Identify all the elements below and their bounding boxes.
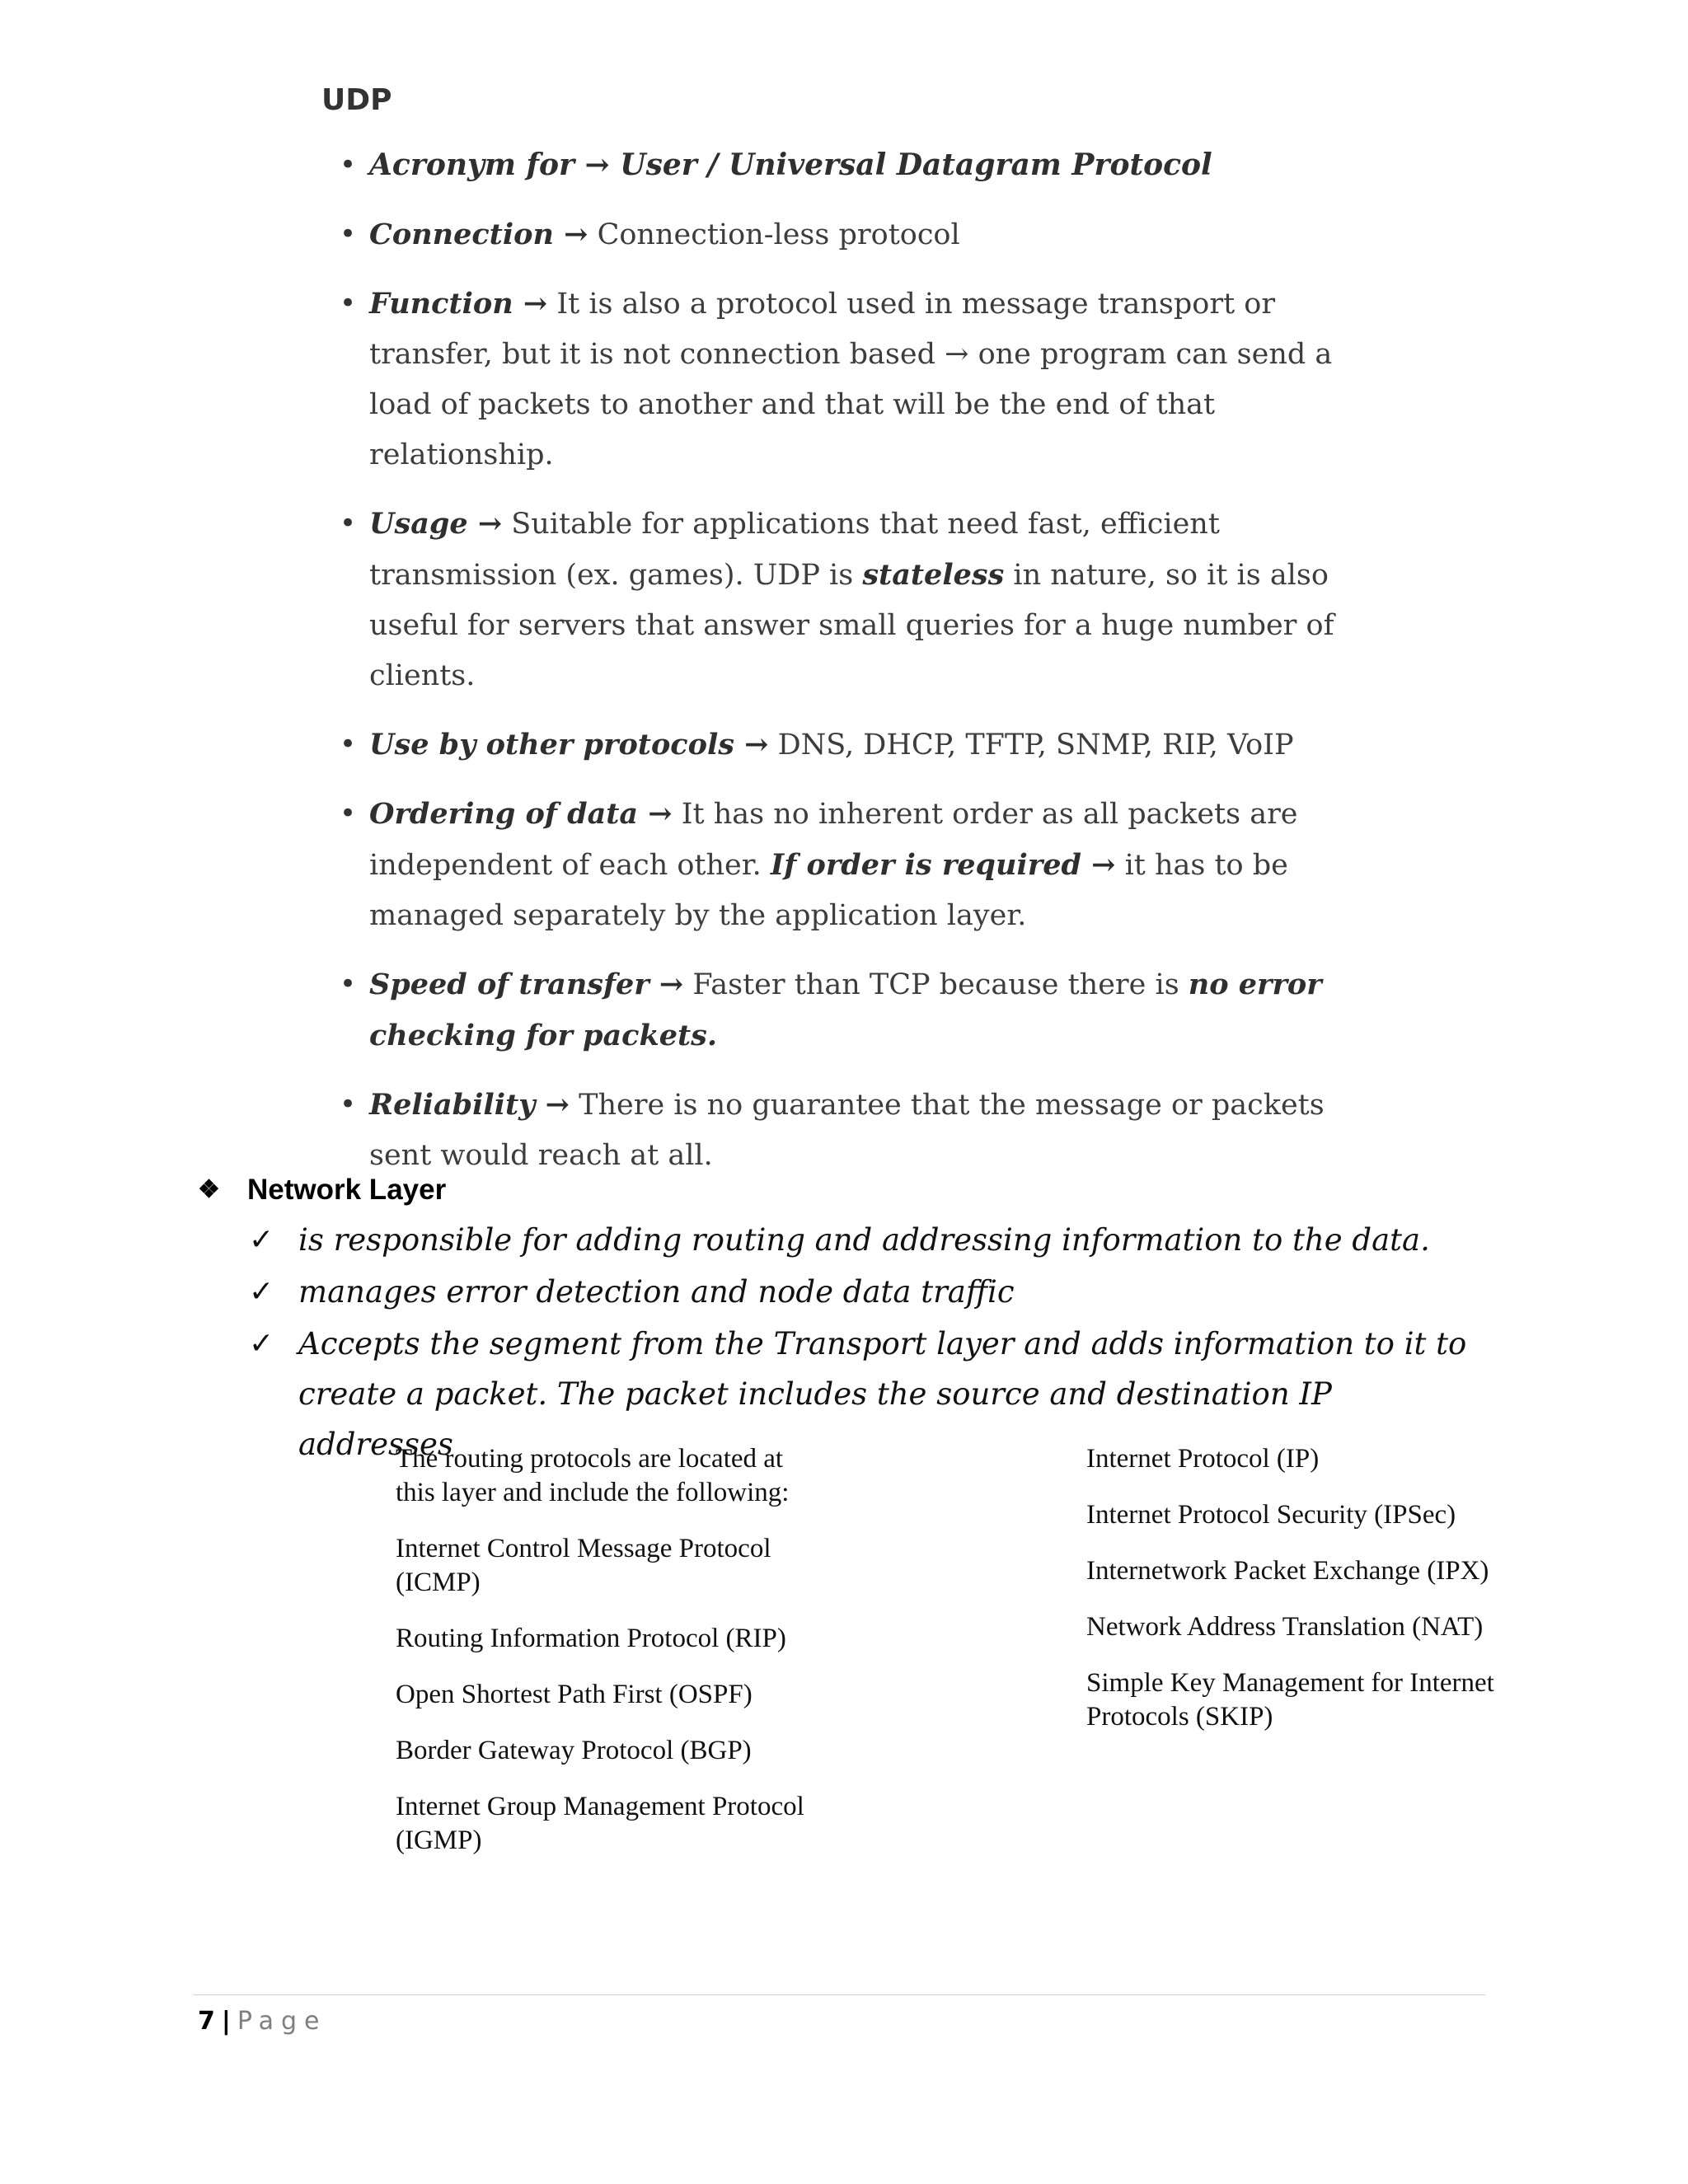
protocol-item: Internet Protocol Security (IPSec) [1086, 1500, 1456, 1530]
protocol-item: Border Gateway Protocol (BGP) [396, 1736, 752, 1765]
page-word: Page [237, 2007, 327, 2036]
list-item [321, 789, 1393, 941]
list-item [321, 499, 1393, 701]
bullet-icon: • [340, 507, 357, 540]
network-layer-heading [198, 1169, 1484, 1212]
udp-list [321, 140, 1393, 1181]
protocols-right-column [1086, 1442, 1498, 1756]
list-item [321, 140, 1393, 191]
udp-item-emphasis: If order is required → [770, 848, 1116, 882]
udp-item-text: in nature, so it is also useful for servers that answer small queries for a huge number of clients. [369, 559, 1334, 692]
diamond-bullet-icon: ❖ [198, 1176, 220, 1203]
list-item [321, 1080, 1393, 1181]
bullet-icon: • [340, 968, 357, 1001]
protocol-intro: The routing protocols are located at this layer and include the following: [396, 1444, 790, 1507]
udp-item-text: There is no guarantee that the message or packets sent would reach at all. [369, 1089, 1325, 1172]
checkmark-icon: ✓ [249, 1327, 274, 1361]
protocol-item: Network Address Translation (NAT) [1086, 1612, 1484, 1642]
network-layer-title: Network Layer [247, 1174, 447, 1206]
protocol-item: Internetwork Packet Exchange (IPX) [1086, 1556, 1489, 1586]
udp-item-lead: Ordering of data → [369, 797, 673, 831]
page-footer [198, 2001, 326, 2042]
udp-item-text: Faster than TCP because there is [683, 968, 1189, 1001]
page-number: 7 [198, 2007, 215, 2036]
udp-item-lead: Function → [369, 287, 548, 321]
list-item [198, 1215, 1484, 1265]
protocol-item: Simple Key Management for Internet Protocols (SKIP) [1086, 1668, 1494, 1732]
bullet-icon: • [340, 148, 357, 181]
udp-item-lead: Usage → [369, 507, 503, 541]
udp-item-emphasis: stateless [862, 558, 1005, 592]
list-item [321, 719, 1393, 771]
network-point-text: is responsible for adding routing and addressing information to the data. [298, 1222, 1430, 1258]
udp-section [321, 79, 1393, 1199]
bullet-icon: • [340, 218, 357, 251]
network-point-text: manages error detection and node data traffic [298, 1274, 1015, 1310]
udp-item-emphasis: no error checking for packets. [369, 968, 1322, 1052]
udp-item-text: It is also a protocol used in message transport or transfer, but it is not connection based → one program can send a load of packets to another and that will be the end of that relationship. [369, 288, 1333, 471]
bullet-icon: • [340, 797, 357, 830]
bullet-icon: • [340, 1088, 357, 1121]
udp-item-text: DNS, DHCP, TFTP, SNMP, RIP, VoIP [768, 729, 1294, 762]
network-point-text: Accepts the segment from the Transport layer and adds information to it to create a packet. The packet includes the source and destination IP addresses [298, 1326, 1467, 1462]
bullet-icon: • [340, 728, 357, 761]
network-layer-section [198, 1169, 1484, 1471]
udp-item-text: it has to be managed separately by the application layer. [369, 849, 1288, 932]
list-item [198, 1267, 1484, 1317]
protocol-item: Open Shortest Path First (OSPF) [396, 1680, 753, 1709]
udp-item-text: Connection-less protocol [588, 218, 960, 251]
udp-item-lead: Acronym for → User / Universal Datagram Protocol [369, 148, 1212, 182]
checkmark-icon: ✓ [249, 1275, 274, 1309]
protocol-item: Internet Protocol (IP) [1086, 1444, 1320, 1474]
udp-item-lead: Reliability → [369, 1088, 570, 1122]
list-item [321, 209, 1393, 260]
list-item [321, 279, 1393, 480]
udp-item-text: Suitable for applications that need fast, efficient transmission (ex. games). UDP is [369, 508, 1220, 592]
udp-item-text: It has no inherent order as all packets are independent of each other. [369, 798, 1298, 882]
udp-item-lead: Use by other protocols → [369, 728, 769, 762]
udp-item-lead: Speed of transfer → [369, 968, 684, 1001]
protocols-left-column [396, 1442, 824, 1880]
protocol-item: Routing Information Protocol (RIP) [396, 1624, 786, 1653]
footer-divider [193, 1994, 1485, 1995]
list-item [321, 959, 1393, 1062]
network-layer-points [198, 1215, 1484, 1469]
udp-title: UDP [321, 83, 392, 117]
footer-separator: | [221, 2007, 231, 2036]
bullet-icon: • [340, 287, 357, 320]
protocol-item: Internet Group Management Protocol (IGMP) [396, 1792, 804, 1855]
checkmark-icon: ✓ [249, 1223, 274, 1257]
udp-item-lead: Connection → [369, 218, 588, 251]
protocol-item: Internet Control Message Protocol (ICMP) [396, 1534, 771, 1597]
